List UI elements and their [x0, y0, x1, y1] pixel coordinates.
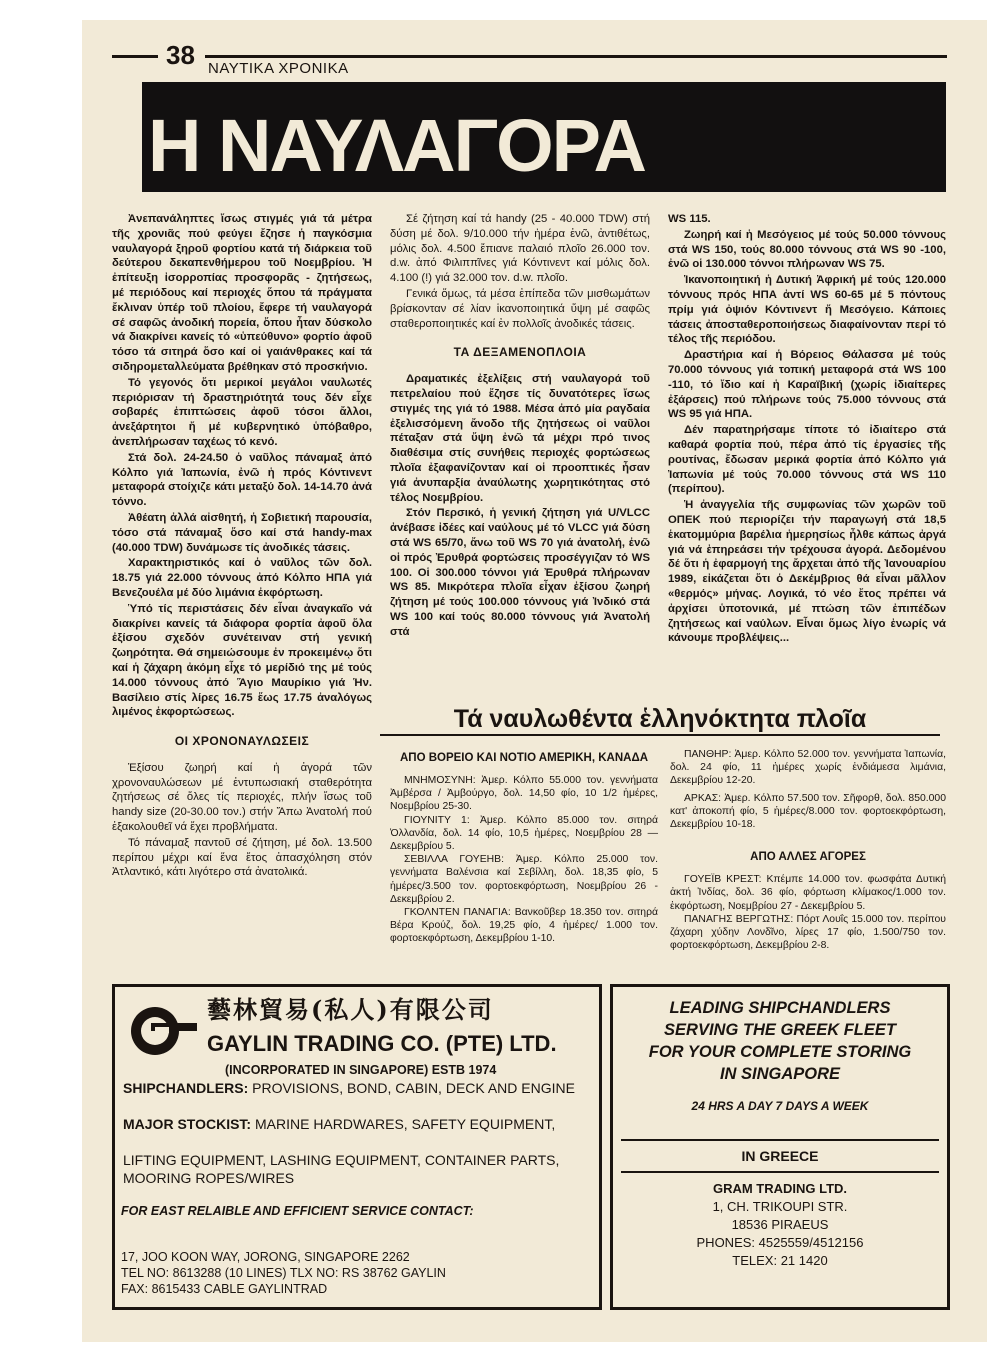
- section-subheading: ΤΑ ΔΕΞΑΜΕΝΟΠΛΟΙΑ: [453, 345, 587, 360]
- paragraph: WS 115.: [668, 213, 711, 225]
- paragraph: Ἀνεπανάληπτες ἴσως στιγμές γιά τά μέτρα τῆς χρονιᾶς πού φεύγει ἔζησε ἡ παγκόσμια ναυλαγορά ξηροῦ φορτίου κατά τή διάρκεια τοῦ δεύτερου δεκαπενθήμερου τοῦ Νοεμβρίου. Ἡ ἐπίτευξη ἰσορροπίας προσφορᾶς - ζητήσεως, μέ περιόδους καί περιοχές ὅπου τά πράγματα ἔκλιναν ὑπέρ τοῦ πλοίου, ἔφερε τή ναυλαγορά σέ σαφῶς ἀνοδική πορεία, ὅπου ἦταν δύσκολο νά διακρίνει κανείς τό «ὑπεύθυνο» φορτίο ἀφοῦ τόσο τά σιτηρά ὅσο καί οἱ γαιάνθρακες καί τά σιδηρομεταλλεύματα βρέθηκαν στό προσκήνιο.: [112, 213, 372, 373]
- header-rule: [112, 55, 158, 58]
- section-subheading: ΟΙ ΧΡΟΝΟΝΑΥΛΩΣΕΙΣ: [174, 734, 310, 749]
- page-number: 38: [166, 40, 195, 70]
- agent-street: 1, CH. TRIKOUPI STR.: [712, 1199, 848, 1214]
- article-column-3: [668, 212, 946, 647]
- paragraph: Δέν παρατηρήσαμε τίποτε τό ἰδιαίτερο στά καθαρά φορτία πού, πέρα ἀπό τίς ἐργασίες τῆς ρουτίνας, ἔδωσαν μερικά φορτία ἀπό Κόλπο γιά Ἰαπωνία μέ τούς 70.000 τόννους στά WS 110 (περίπου).: [668, 424, 946, 496]
- paragraph: Σέ ζήτηση καί τά handy (25 - 40.000 TDW) στή δύση μέ δολ. 9/10.000 τήν ἡμέρα ἐνῶ, ἀντιθέτως, μόλις δολ. 4.500 ἔπιανε παλαιό πλοῖο 26.000 τον. d.w. ἀπό Φιλιππῖνες γιά Κόντινεντ καί μόλις δολ. 4.100 (!) γιά 32.000 τον. d.w. πλοῖο.: [390, 213, 650, 285]
- section-rule: [380, 734, 940, 736]
- equipment-line: LIFTING EQUIPMENT, LASHING EQUIPMENT, CONTAINER PARTS, MOORING ROPES/WIRES: [123, 1152, 560, 1186]
- chartered-column-2: [670, 748, 946, 952]
- fixture-entry: ΓΚΟΛΝΤΕΝ ΠΑΝΑΓΙΑ: Βανκοῦβερ 18.350 τον. σιτηρά Βέρα Κρούζ, δολ. 19,25 φίο, 4 ἡμέρες/ 1.000 τον. φορτοεκφόρτωση, Δεκεμβρίου 1-10.: [390, 907, 658, 945]
- fixture-entry: ΓΙΟΥΝΙΤΥ 1: Ἀμερ. Κόλπο 85.000 τον. σιτηρά Ὁλλανδία, δολ. 14 φίο, 10,5 ἡμέρες, Νοεμβρίου 28 — Δεκεμβρίου 5.: [390, 814, 658, 853]
- region-heading: ΑΠΟ ΑΛΛΕΣ ΑΓΟΡΕΣ: [750, 851, 866, 864]
- paragraph: Τό γεγονός ὅτι μερικοί μεγάλοι ναυλωτές περιόρισαν τή δραστηριότητά τους δέν εἶχε σοβαρές ἐπιπτώσεις ἀφοῦ τόσοι ἄλλοι, ἀνεξάρτητοι ἤ μέ κυβερνητικό ὑπόβαθρο, ἀνεπλήρωσαν ταχέως τό κενό.: [112, 376, 372, 448]
- slogan: SERVING THE GREEK FLEET: [664, 1021, 896, 1039]
- fax: FAX: 8615433 CABLE GAYLINTRAD: [121, 1282, 328, 1296]
- fixture-entry: ΑΡΚΑΣ: Ἀμερ. Κόλπο 57.500 τον. Σῆφορθ, δολ. 850.000 κατ' ἀποκοπή φίο, 5 ἡμέρες/8.000 τον. φορτοεκφόρτωση, Δεκεμβρίου 10-18.: [670, 792, 946, 831]
- telephone: TEL NO: 8613288 (10 LINES) TLX NO: RS 38762 GAYLIN: [121, 1266, 446, 1280]
- paragraph: Ἐξίσου ζωηρή καί ἡ ἀγορά τῶν χρονοναυλώσεων μέ ἐντυπωσιακή σταθερότητα ζητήσεως σέ ὅλες τίς περιοχές, πλήν ἴσως τοῦ handy size (20-30.00 τον.) στήν Ἄπω Ἀνατολή πού ἐξακολουθεῖ νά ἔχει προβλήματα.: [112, 761, 372, 834]
- section-title: Τά ναυλωθέντα ἑλληνόκτητα πλοῖα: [453, 705, 867, 733]
- paragraph: Ἡ ἀναγγελία τῆς συμφωνίας τῶν χωρῶν τοῦ ΟΠΕΚ πού περιορίζει τήν παραγωγή στά 18,5 ἑκατομμύρια βαρέλια ἡμερησίως ἦλθε κάπως ἀργά γιά νά ἐπηρεάσει τήν τρέχουσα ἀγορά. Δεδομένου δέ ὅτι ἡ ἐφαρμογή της ἄρχεται ἀπό τῆς Ἰανουαρίου 1989, εἰκάζεται ὅτι ὁ Δεκέμβριος θά εἶναι μᾶλλον «θερμός» μήνας. Λογικά, τό νέο ἔτος πρέπει νά ἀρχίσει ὑποτονικά, μέ πτώση τῶν ἐπιπέδων ζητήσεως καί ναύλων. Εἶναι ὅμως λίγο ἐνωρίς νά κάνουμε προβλέψεις...: [668, 499, 946, 645]
- agent-city: 18536 PIRAEUS: [731, 1217, 829, 1232]
- article-column-2: [390, 212, 650, 641]
- paragraph: Στά δολ. 24-24.50 ὁ ναῦλος πάναμαξ ἀπό Κόλπο γιά Ἰαπωνία, ἐνῶ ἡ πρός Κόντινεντ μεταφορά στοίχιζε κάτι μεταξύ δολ. 14-14.70 ἀνά τόννο.: [112, 451, 372, 509]
- paragraph: Δραστήρια καί ἡ Βόρειος Θάλασσα μέ τούς 70.000 τόννους γιά τοπική μεταφορά στά WS 100 -110, τό ἴδιο καί ἡ Καραϊβική (χωρίς ἰδιαίτερες ἐξάρσεις) πού πλήρωνε τούς 75.000 τόννους στά WS 95 γιά ΗΠΑ.: [668, 349, 946, 421]
- fixture-entry: ΠΑΝΑΓΗΣ ΒΕΡΓΩΤΗΣ: Πόρτ Λουΐς 15.000 τον. περίπου ζάχαρη χύδην Λονδῖνο, λίρες 17 φίο, 1.500/750 τον. φορτοεκφόρτωση, Δεκεμβρίου 2-8.: [670, 913, 946, 952]
- agent-phones: PHONES: 4525559/4512156: [696, 1235, 864, 1250]
- stockist-line: MAJOR STOCKIST: MARINE HARDWARES, SAFETY EQUIPMENT,: [123, 1116, 556, 1132]
- company-logo-icon: [125, 1001, 197, 1057]
- paragraph: Τό πάναμαξ παντοῦ σέ ζήτηση, μέ δολ. 13.500 περίπου μέχρι καί ἕνα ἔτος ἀπασχόληση στόν Ἀτλαντικό, κάτι λιγότερο στά ἀνατολικά.: [112, 836, 372, 879]
- chartered-column-1: [390, 748, 658, 946]
- paragraph: Στόν Περσικό, ἡ γενική ζήτηση γιά U/VLCC ἀνέβασε ἰδέες καί ναύλους μέ τό VLCC γιά δύση στά WS 65/70, ἄνω τοῦ WS 70 γιά ἀνατολή, ἐνῶ οἱ πρός Ἐρυθρά φορτώσεις προσέγγιζαν τό WS 100. Οἱ 300.000 τόννοι γιά Ἐρυθρά πλήρωναν WS 85. Μικρότερα πλοῖα εἶχαν ἐξίσου ζωηρή ζήτηση μέ τούς 100.000 τόννους γιά Ἰνδικό στά WS 100 καί τούς 80.000 τόννους γιά Ἀνατολή στά: [390, 507, 650, 638]
- service-hours: 24 HRS A DAY 7 DAYS A WEEK: [691, 1099, 869, 1113]
- greek-agent-advertisement: [610, 984, 950, 1310]
- fixture-entry: ΠΑΝΘΗΡ: Ἀμερ. Κόλπο 52.000 τον. γεννήματα Ἰαπωνία, δολ. 24 φίο, 11 ἡμέρες χωρίς ἐνδιάμεσα λιμάνια, Δεκεμβρίου 12-20.: [670, 749, 946, 787]
- incorporation-note: (INCORPORATED IN SINGAPORE) ESTB 1974: [225, 1063, 497, 1077]
- agent-name: GRAM TRADING LTD.: [712, 1181, 848, 1196]
- chinese-company-name: 藝林貿易(私人)有限公司: [207, 995, 494, 1024]
- fixture-entry: ΣΕΒΙΛΛΑ ΓΟΥΕΗΒ: Ἀμερ. Κόλπο 25.000 τον. γεννήματα Βαλένσια καί Σεβίλλη, δολ. 18,35 φίο, 5 ἡμέρες/3.500 τον. φορτοεκφόρτωση, Νοεμβρίου 26 - Δεκεμβρίου 2.: [390, 854, 658, 905]
- region-heading: ΑΠΟ ΒΟΡΕΙΟ ΚΑΙ ΝΟΤΙΟ ΑΜΕΡΙΚΗ, ΚΑΝΑΔΑ: [399, 752, 649, 764]
- page-title: Η ΝΑΥΛΑΓΟΡΑ: [148, 104, 645, 187]
- in-greece-label: IN GREECE: [621, 1139, 939, 1173]
- address: 17, JOO KOON WAY, JORONG, SINGAPORE 2262: [121, 1250, 410, 1264]
- gaylin-advertisement: [112, 984, 602, 1310]
- slogan: FOR YOUR COMPLETE STORING: [648, 1043, 912, 1061]
- magazine-name: ΝΑΥΤΙΚΑ ΧΡΟΝΙΚΑ: [208, 60, 349, 77]
- slogan: LEADING SHIPCHANDLERS: [669, 999, 891, 1017]
- title-banner: [142, 82, 946, 192]
- paragraph: Χαρακτηριστικός καί ὁ ναῦλος τῶν δολ. 18.75 γιά 22.000 τόννους ἀπό Κόλπο ΗΠΑ γιά Βενεζουέλα μέ δύο λιμάνια ἐκφόρτωση.: [112, 557, 372, 599]
- fixture-entry: ΜΝΗΜΟΣΥΝΗ: Ἀμερ. Κόλπο 55.000 τον. γεννήματα Ἀμβέρσα / Ἀμβούργο, δολ. 14,50 φίο, 10 1/2 ἡμέρες, Νοεμβρίου 25-30.: [390, 775, 658, 813]
- article-column-1: [112, 212, 372, 881]
- agent-telex: TELEX: 21 1420: [732, 1253, 828, 1268]
- paragraph: Ζωηρή καί ἡ Μεσόγειος μέ τούς 50.000 τόννους στά WS 150, τούς 80.000 τόννους στά WS 90 -100, ἐνῶ οἱ 130.000 τόννοι πλήρωναν WS 75.: [668, 228, 946, 271]
- paragraph: Γενικά ὅμως, τά μέσα ἐπίπεδα τῶν μισθωμάτων βρίσκονταν σέ λίαν ἱκανοποιητικά ὕψη μέ σαφῶς σταθεροποιητικές καί ἐν πολλοῖς ἀνοδικές τάσεις.: [390, 287, 650, 330]
- shipchandlers-line: SHIPCHANDLERS: PROVISIONS, BOND, CABIN, DECK AND ENGINE: [123, 1080, 575, 1096]
- paragraph: Δραματικές ἐξελίξεις στή ναυλαγορά τοῦ πετρελαίου πού ἔζησε τίς δυνατότερες ἴσως στιγμές της γιά τό 1988. Μέσα ἀπό μία ραγδαία ἐξελισσόμενη ἄνοδο τῆς ζητήσεως οἱ ναῦλοι πέταξαν στά ὕψη ἐνῶ τά μέχρι πρό τινος διαθέσιμα στίς συνήθεις περιοχές φορτώσεως πλοῖα ἐξαφανίζονταν καί οἱ προοπτικές ἦσαν γιά ἀνυπαρξία ἀναύλωτης χωρητικότητας στό τέλος Νοεμβρίου.: [390, 373, 650, 504]
- fixture-entry: ΓΟΥΕΪΒ ΚΡΕΣΤ: Κπέμπε 14.000 τον. φωσφάτα Δυτική ἀκτή Ἰνδίας, δολ. 36 φίο, φόρτωση κλίμακος/1.000 τον. ἐκφόρτωση, Νοεμβρίου 27 - Δεκεμβρίου 5.: [670, 874, 946, 912]
- paragraph: Ἱκανοποιητική ἡ Δυτική Ἀφρική μέ τούς 120.000 τόννους πρός ΗΠΑ ἀντί WS 60-65 μέ 5 πόντους πρίμ γιά ὀψιόν Κόντινεντ ἤ Μεσόγειο. Κάποιες τάσεις ἀποσταθεροποιήσεως διαφαίνονταν περί τό τέλος τῆς περιόδου.: [668, 274, 946, 346]
- paragraph: Ὑπό τίς περιστάσεις δέν εἶναι ἀναγκαῖο νά διακρίνει κανείς τά διάφορα φορτία ἀφοῦ ὅλα ἐξίσου σχεδόν συνέτειναν στή γενική ζωηρότητα. Θά σημειώσουμε ἐν προκειμένῳ ὅτι καί ἡ ζάχαρη ἀκόμη εἶχε τό μερίδιό της μέ τούς 14.000 τόννους ἀπό Ἅγιο Μαυρίκιο γιά Ἡν. Βασίλειο στίς λίρες 16.75 ἕως 17.75 ἀναλόγως λιμένος ἐκφορτώσεως.: [112, 602, 372, 719]
- paragraph: Ἀθέατη ἀλλά αἰσθητή, ἡ Σοβιετική παρουσία, τόσο στά πάναμαξ ὅσο καί στά handy-max (40.000 TDW) δυνάμωσε τίς ἀνοδικές τάσεις.: [112, 511, 372, 554]
- company-name: GAYLIN TRADING CO. (PTE) LTD.: [207, 1031, 557, 1056]
- slogan: IN SINGAPORE: [719, 1065, 841, 1083]
- header-rule: [205, 55, 947, 58]
- contact-line: FOR EAST RELAIBLE AND EFFICIENT SERVICE CONTACT:: [121, 1204, 474, 1218]
